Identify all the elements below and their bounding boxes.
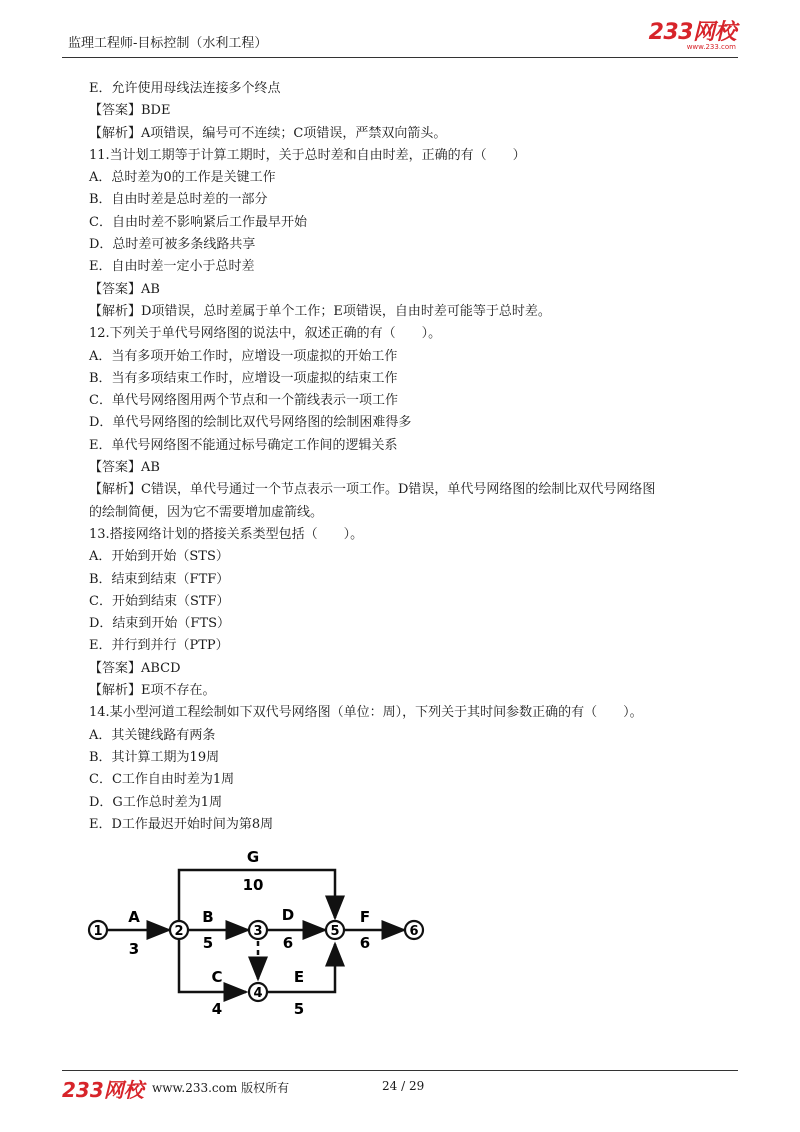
option-line: D．总时差可被多条线路共享 <box>89 237 256 253</box>
option-line: B．其计算工期为19周 <box>89 749 220 765</box>
activity-g-duration: 10 <box>242 876 264 894</box>
document-body <box>89 78 729 836</box>
activity-e-name: E <box>293 968 305 986</box>
header-divider <box>62 57 738 58</box>
option-line: E．自由时差一定小于总时差 <box>89 259 255 275</box>
answer-line: 【答案】ABCD <box>89 660 181 676</box>
option-line: B．结束到结束（FTF） <box>89 571 230 587</box>
activity-f-duration: 6 <box>359 934 371 952</box>
page-header <box>62 22 738 56</box>
option-e-line: E．允许使用母线法连接多个终点 <box>89 81 281 96</box>
node-5-label: 5 <box>330 924 340 939</box>
page-footer <box>62 1074 738 1102</box>
node-2-label: 2 <box>174 924 184 939</box>
footer-divider <box>62 1070 738 1071</box>
node-1-label: 1 <box>93 924 103 939</box>
activity-a-duration: 3 <box>128 940 140 958</box>
footer-copyright: www.233.com 版权所有 <box>152 1081 290 1095</box>
question-12: 12.下列关于单代号网络图的说法中，叙述正确的有（ ）。 <box>89 326 442 342</box>
option-line: A．总时差为0的工作是关键工作 <box>89 170 276 186</box>
question-11: 11.当计划工期等于计算工期时，关于总时差和自由时差，正确的有（ ） <box>89 147 526 163</box>
activity-d-duration: 6 <box>282 934 294 952</box>
answer-line: 【答案】BDE <box>89 103 171 119</box>
activity-c-name: C <box>211 968 223 986</box>
node-6-label: 6 <box>409 924 419 939</box>
option-line: B．当有多项结束工作时，应增设一项虚拟的结束工作 <box>89 370 398 386</box>
activity-f-name: F <box>359 908 371 926</box>
analysis-line: 【解析】E项不存在。 <box>89 683 216 699</box>
node-3-label: 3 <box>253 924 263 939</box>
double-code-network-diagram <box>82 840 442 1030</box>
option-line: D．G工作总时差为1周 <box>89 794 223 810</box>
document-title: 监理工程师-目标控制（水利工程） <box>68 36 268 51</box>
node-4-label: 4 <box>253 986 263 1001</box>
activity-a-name: A <box>128 908 140 926</box>
brand-logo[interactable] <box>649 22 736 51</box>
answer-line: 【答案】AB <box>89 281 160 297</box>
option-line: C．单代号网络图用两个节点和一个箭线表示一项工作 <box>89 393 398 409</box>
question-13: 13.搭接网络计划的搭接关系类型包括（ ）。 <box>89 526 364 542</box>
activity-g-name: G <box>246 848 260 866</box>
option-line: A．其关键线路有两条 <box>89 727 216 743</box>
option-line: C．C工作自由时差为1周 <box>89 772 235 788</box>
activity-d-name: D <box>281 906 295 924</box>
option-line: C．自由时差不影响紧后工作最早开始 <box>89 214 307 230</box>
option-line: E．单代号网络图不能通过标号确定工作间的逻辑关系 <box>89 437 398 453</box>
option-line: A．开始到开始（STS） <box>89 549 229 565</box>
activity-b-duration: 5 <box>202 934 214 952</box>
page-number: 24 / 29 <box>382 1079 425 1093</box>
option-line: D．结束到开始（FTS） <box>89 616 231 632</box>
analysis-continuation: 的绘制简便，因为它不需要增加虚箭线。 <box>89 504 324 520</box>
logo-text: 233网校 <box>648 20 736 45</box>
activity-b-name: B <box>202 908 214 926</box>
option-line: D．单代号网络图的绘制比双代号网络图的绘制困难得多 <box>89 415 412 431</box>
option-line: B．自由时差是总时差的一部分 <box>89 192 268 208</box>
option-line: E．并行到并行（PTP） <box>89 638 229 654</box>
analysis-line: 【解析】C错误，单代号通过一个节点表示一项工作。D错误，单代号网络图的绘制比双代号网络图 <box>89 482 656 498</box>
option-line: C．开始到结束（STF） <box>89 593 230 609</box>
activity-c-duration: 4 <box>211 1000 223 1018</box>
activity-e-duration: 5 <box>293 1000 305 1018</box>
question-14: 14.某小型河道工程绘制如下双代号网络图（单位：周），下列关于其时间参数正确的有（ ）。 <box>89 705 643 721</box>
option-line: E．D工作最迟开始时间为第8周 <box>89 816 274 832</box>
option-line: A．当有多项开始工作时，应增设一项虚拟的开始工作 <box>89 348 398 364</box>
analysis-line: 【解析】D项错误，总时差属于单个工作；E项错误，自由时差可能等于总时差。 <box>89 303 551 319</box>
footer-logo[interactable]: 233网校 <box>62 1078 144 1102</box>
answer-line: 【答案】AB <box>89 460 160 476</box>
logo-url: www.233.com <box>686 43 736 51</box>
analysis-line: 【解析】A项错误，编号可不连续；C项错误，严禁双向箭头。 <box>89 125 447 141</box>
